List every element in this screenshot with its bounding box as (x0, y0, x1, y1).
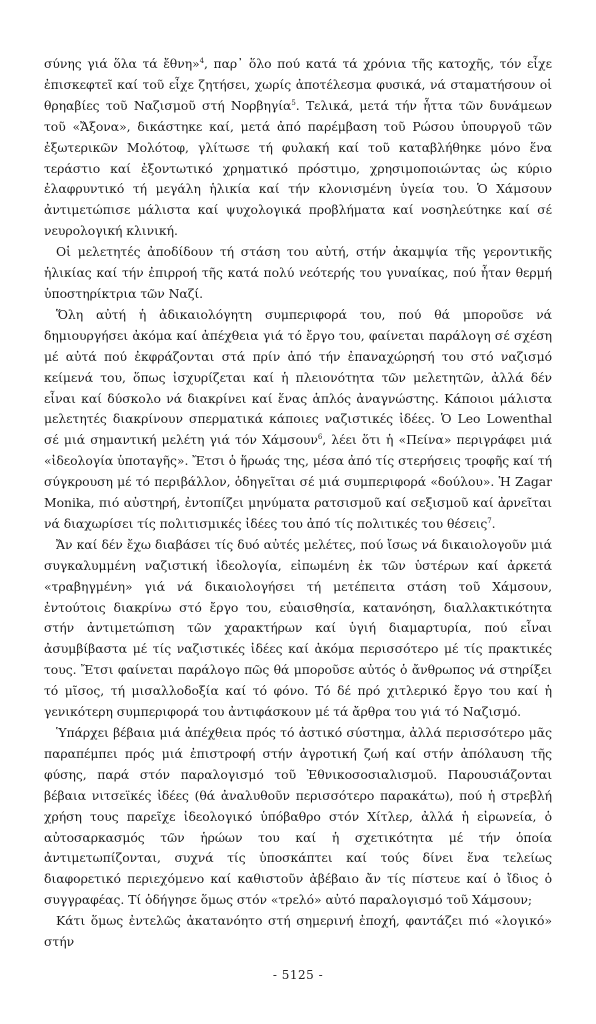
paragraph-6 (44, 911, 552, 953)
paragraph-text: Ὑπάρχει βέβαια μιά ἀπέχθεια πρός τό ἀστικό σύστημα, ἀλλά περισσότερο μᾶς παραπέμπει πρός μιά ἐπιστροφή στήν ἀγροτική ζωή καί στήν ἀπόλαυση τῆς φύσης, παρά στόν παραλογισμό τοῦ Ἐθνικοσοσιαλισμοῦ. Παρουσιάζονται βέβαια νιτσεϊκές ἰδέες (θά ἀναλυθοῦν περισσότερο παρακάτω), πού ἡ στρεβλή χρήση τους παρεῖχε ἰδεολογικό ὑπόβαθρο στόν Χίτλερ, ἀλλά ἡ εἰρωνεία, ὁ αὐτοσαρκασμός τῶν ἡρώων του καί ἡ σχετικότητα μέ τήν ὁποία ἀντιμετωπίζονται, συχνά τίς ὑποσκάπτει καί τούς δίνει ἕνα τελείως διαφορετικό περιεχόμενο καί καθιστοῦν ἀβέβαιο ἄν τίς πίστευε καί ὁ ἴδιος ὁ συγγραφέας. Τί ὁδήγησε ὅμως στόν «τρελό» αὐτό παραλογισμό τοῦ Χάμσουν; (44, 725, 552, 908)
footnote-marker: 5 (291, 98, 296, 107)
paragraph-4 (44, 535, 552, 723)
paragraph-text: , λέει ὅτι ἡ «Πείνα» περιγράφει μιά «ἰδεολογία ὑποταγῆς». Ἔτσι ὁ ἥρωάς της, μέσα ἀπό τίς στερήσεις τροφῆς καί τή σύγκρουση μέ τό περιβάλλον, ὁδηγεῖται σέ μιά συμπεριφορά «δούλου». Ἡ Zagar Monika, πιό αὐστηρή, ἐντοπίζει μηνύματα ρατσισμοῦ καί σεξισμοῦ καί ἀρνεῖται νά διαχωρίσει τίς πολιτισμικές ἰδέες του ἀπό τίς πολιτικές του θέσεις (44, 432, 553, 531)
paragraph-2 (44, 242, 552, 305)
footnote-marker: 7 (487, 516, 492, 525)
paragraph-text: Ὅλη αὐτή ἡ ἀδικαιολόγητη συμπεριφορά του, πού θά μποροῦσε νά δημιουργήσει ἀκόμα καί ἀπέχθεια γιά τό ἔργο του, φαίνεται παράλογη σέ σχέση μέ αὐτά πού ἐκφράζονται στά πρίν ἀπό τήν ἐπαναχώρησή του στό ναζισμό κείμενά του, ὅπως ἰσχυρίζεται καί ἡ πλειονότητα τῶν μελετητῶν, ἀλλά δέν εἶναι καί δύσκολο νά διακρίνει καί ἕνας ἁπλός ἀναγνώστης. Κάποιοι μάλιστα μελετητές διακρίνουν σπερματικά κάποιες ναζιστικές ἰδέες. Ὁ Leo Lowenthal σέ μιά σημαντική μελέτη γιά τόν Χάμσουν (44, 306, 552, 448)
paragraph-5 (44, 723, 552, 911)
paragraph-1 (44, 54, 552, 242)
paragraph-text: σύνης γιά ὅλα τά ἔθνη» (44, 56, 200, 71)
paragraph-text: , παρ᾽ ὅλο πού κατά τά χρόνια τῆς κατοχῆς, τόν εἶχε ἐπισκεφτεῖ καί τοῦ εἶχε ζητήσει, χωρίς ἀποτέλεσμα φυσικά, νά σταματήσουν οἱ θρηαβίες τοῦ Ναζισμοῦ στή Νορβηγία (44, 56, 552, 113)
page-number: - 5125 - (272, 968, 324, 982)
paragraph-text: . Τελικά, μετά τήν ἧττα τῶν δυνάμεων τοῦ «Ἄξονα», δικάστηκε καί, μετά ἀπό παρέμβαση τοῦ Ρώσου ὑπουργοῦ τῶν ἐξωτερικῶν Μολότοφ, γλίτωσε τή φυλακή καί τοῦ καταβλήθηκε μόνο ἕνα τεράστιο καί ἐξοντωτικό χρηματικό πρόστιμο, χρησιμοποιώντας ὡς κύριο ἐλαφρυντικό τή μεγάλη ἡλικία καί τήν κλονισμένη ὑγεία του. Ὁ Χάμσουν ἀντιμετώπισε μάλιστα καί ψυχολογικά προβλήματα καί νοσηλεύτηκε καί σέ νευρολογική κλινική. (44, 97, 552, 239)
page-body (44, 54, 552, 953)
paragraph-text: . (491, 515, 496, 531)
footnote-marker: 6 (317, 433, 323, 442)
paragraph-text: Οἱ μελετητές ἀποδίδουν τή στάση του αὐτή, στήν ἀκαμψία τῆς γεροντικῆς ἡλικίας καί τήν ἐπιρροή τῆς κατά πολύ νεότερής του γυναίκας, πού ἦταν θερμή ὑποστηρίκτρια τῶν Ναζί. (44, 244, 552, 301)
paragraph-text: Ἄν καί δέν ἔχω διαβάσει τίς δυό αὐτές μελέτες, πού ἴσως νά δικαιολογοῦν μιά συγκαλυμμένη ναζιστική ἰδεολογία, εἰπωμένη ἐκ τῶν ὑστέρων καί ἀρκετά «τραβηγμένη» γιά νά δικαιολογήσει τή μετέπειτα στάση τοῦ Χάμσουν, ἐντούτοις διακρίνω στό ἔργο του, εὐαισθησία, κατανόηση, διαλλακτικότητα στήν ἀντιμετώπιση τῶν χαρακτήρων καί ὑγιή διαμαρτυρία, πού εἶναι ἀσυμβίβαστα μέ τίς ναζιστικές ἰδέες καί ἀκόμα περισσότερο μέ τίς πρακτικές τους. Ἔτσι φαίνεται παράλογο πῶς θά μποροῦσε αὐτός ὁ ἄνθρωπος νά στηρίξει τό μῖσος, τή μισαλλοδοξία καί τό φόνο. Τό δέ πρό χιτλερικό ἔργο του καί ἡ γενικότερη συμπεριφορά του ἀντιφάσκουν μέ τά ἄρθρα του γιά τό Ναζισμό. (44, 536, 552, 720)
footnote-marker: 4 (199, 56, 205, 65)
paragraph-3 (44, 305, 552, 535)
paragraph-text: Κάτι ὅμως ἐντελῶς ἀκατανόητο στή σημερινή ἐποχή, φαντάζει πιό «λογικό» στήν (44, 913, 552, 950)
